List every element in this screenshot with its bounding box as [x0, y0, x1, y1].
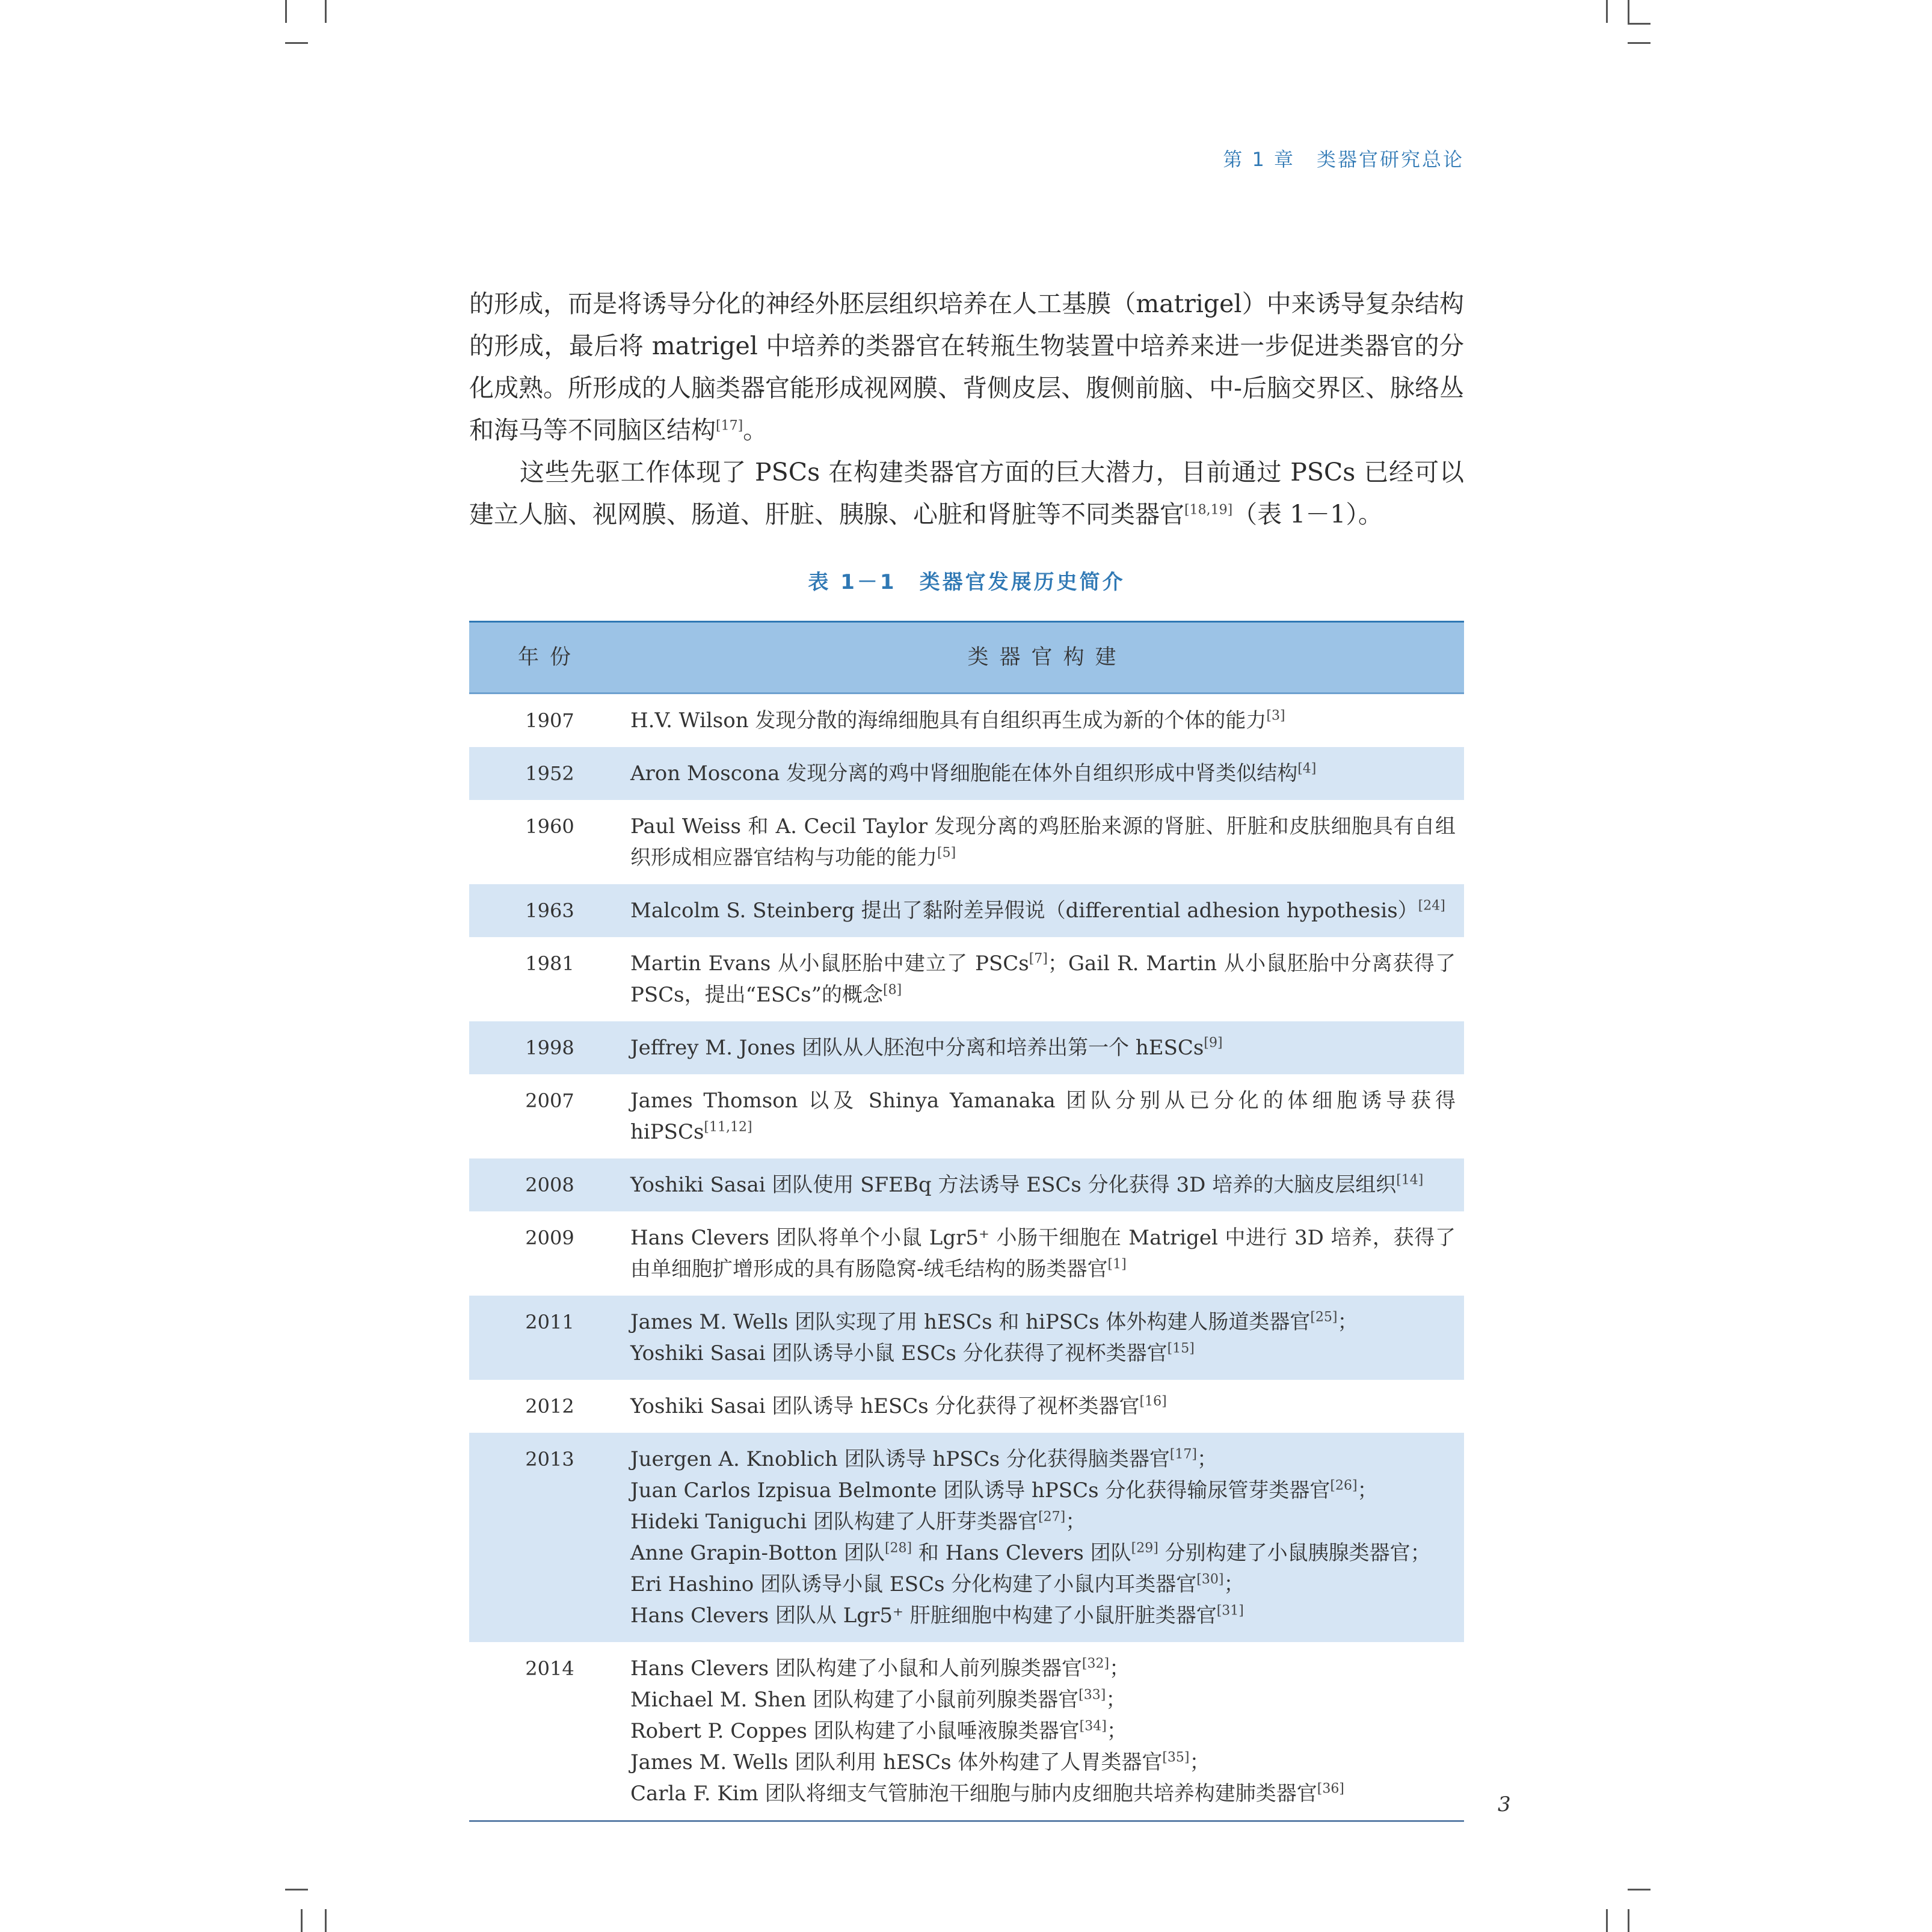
description-line [630, 1569, 1456, 1600]
description-line [630, 1338, 1456, 1369]
paragraph-1-tail: 。 [743, 416, 768, 445]
crop-mark-bottom-right-horizontal [1628, 1889, 1651, 1890]
description-line [630, 1747, 1456, 1778]
citation-ref: [3] [1266, 708, 1285, 724]
description-text: Paul Weiss 和 A. Cecil Taylor 发现分离的鸡胚胎来源的肾脏、肝脏和皮肤细胞具有自组织形成相应器官结构与功能的能力 [630, 814, 1456, 870]
description-line [630, 1778, 1456, 1809]
citation-ref: [27] [1038, 1509, 1066, 1525]
description-line [630, 1600, 1456, 1631]
description-text: Robert P. Coppes 团队构建了小鼠唾液腺类器官 [630, 1719, 1080, 1743]
table-row [469, 1158, 1464, 1211]
paragraph-2-tail: （表 1－1）。 [1232, 500, 1383, 529]
description-text: James M. Wells 团队实现了用 hESCs 和 hiPSCs 体外构建人肠道类器官 [630, 1310, 1311, 1334]
description-text: Malcolm S. Steinberg 提出了黏附差异假说（differential adhesion hypothesis） [630, 899, 1418, 923]
citation-ref: [17] [716, 418, 743, 434]
description-text: ； [1065, 1510, 1086, 1534]
citation-ref: [4] [1297, 761, 1317, 777]
table-row [469, 694, 1464, 748]
crop-mark-top-right-horizontal [1628, 42, 1651, 44]
table-cell-description [630, 694, 1464, 748]
description-line [630, 758, 1456, 789]
table-cell-year: 2009 [525, 1226, 574, 1249]
description-line [630, 1653, 1456, 1684]
citation-ref: [16] [1139, 1394, 1167, 1409]
description-line [630, 1715, 1456, 1747]
table-cell-year: 1960 [525, 815, 574, 838]
description-text: ； [1197, 1447, 1218, 1471]
description-line [630, 1537, 1456, 1569]
description-text: ； [1189, 1750, 1210, 1774]
citation-ref: [36] [1317, 1781, 1344, 1797]
table-row [469, 800, 1464, 884]
organoid-history-table [469, 621, 1464, 1822]
table-cell-year: 2012 [525, 1395, 574, 1418]
description-text: ；Gail R. Martin 从小鼠胚胎中分离获得了 PSCs，提出“ESCs”的概念 [630, 952, 1456, 1007]
description-line [630, 1391, 1456, 1422]
paragraph-2-text: 这些先驱工作体现了 PSCs 在构建类器官方面的巨大潜力，目前通过 PSCs 已经可以建立人脑、视网膜、肠道、肝脏、胰腺、心脏和肾脏等不同类器官 [469, 458, 1464, 529]
table-cell-year: 1963 [469, 884, 630, 937]
description-text: Carla F. Kim 团队将细支气管肺泡干细胞与肺内皮细胞共培养构建肺类器官 [630, 1782, 1317, 1806]
table-cell-description [630, 1021, 1464, 1074]
description-text: Hans Clevers 团队从 Lgr5⁺ 肝脏细胞中构建了小鼠肝脏类器官 [630, 1604, 1217, 1628]
table-cell-year: 2008 [469, 1158, 630, 1211]
column-header-construction: 类器官构建 [630, 622, 1464, 694]
description-text: James Thomson 以及 Shinya Yamanaka 团队分别从已分化的体细胞诱导获得 hiPSCs [630, 1089, 1456, 1144]
description-text: ； [1357, 1478, 1378, 1503]
table-cell-description [630, 1074, 1464, 1158]
description-line [630, 1222, 1456, 1285]
citation-ref: [11,12] [704, 1119, 752, 1135]
description-text: Michael M. Shen 团队构建了小鼠前列腺类器官 [630, 1688, 1079, 1712]
table-cell-description [630, 747, 1464, 800]
crop-mark-top-left-horizontal [285, 42, 308, 44]
citation-ref: [1] [1107, 1257, 1127, 1272]
table-cell-year: 1998 [469, 1021, 630, 1074]
table-row [469, 1380, 1464, 1433]
table-row [469, 937, 1464, 1021]
citation-ref: [29] [1131, 1540, 1158, 1556]
table-cell-year: 2014 [525, 1657, 574, 1680]
description-line [630, 1169, 1456, 1201]
description-line [630, 811, 1456, 873]
table-cell-description [630, 884, 1464, 937]
crop-mark-bottom-right-outer [1628, 1909, 1629, 1932]
table-cell-year: 2007 [525, 1089, 574, 1112]
description-text: 和 Hans Clevers 团队 [912, 1541, 1131, 1565]
crop-mark-bottom-left-outer [301, 1909, 303, 1932]
description-text: Yoshiki Sasai 团队诱导小鼠 ESCs 分化获得了视杯类器官 [630, 1341, 1168, 1365]
description-line [630, 1032, 1456, 1063]
table-cell-description [630, 1433, 1464, 1642]
body-text [469, 283, 1464, 535]
description-text: Juergen A. Knoblich 团队诱导 hPSCs 分化获得脑类器官 [630, 1447, 1170, 1471]
description-line [630, 1684, 1456, 1715]
description-line [630, 1306, 1456, 1338]
description-text: Yoshiki Sasai 团队诱导 hESCs 分化获得了视杯类器官 [630, 1394, 1140, 1418]
crop-mark-top-right-inner [1606, 0, 1608, 23]
description-text: ； [1223, 1572, 1244, 1596]
table-cell-year: 2013 [469, 1433, 630, 1642]
page-number: 3 [1498, 1792, 1511, 1817]
description-text: James M. Wells 团队利用 hESCs 体外构建了人胃类器官 [630, 1750, 1163, 1774]
description-text: ； [1106, 1688, 1127, 1712]
description-text: Hideki Taniguchi 团队构建了人肝芽类器官 [630, 1510, 1039, 1534]
description-text: Jeffrey M. Jones 团队从人胚泡中分离和培养出第一个 hESCs [630, 1036, 1204, 1060]
citation-ref: [7] [1029, 951, 1048, 967]
table-title: 表 1－1 类器官发展历史简介 [808, 570, 1125, 594]
table-header-row [469, 622, 1464, 694]
description-text: Hans Clevers 团队构建了小鼠和人前列腺类器官 [630, 1657, 1082, 1681]
citation-ref: [32] [1081, 1656, 1110, 1672]
description-text: Martin Evans 从小鼠胚胎中建立了 PSCs [630, 952, 1029, 976]
citation-ref: [8] [882, 982, 902, 998]
description-text: ； [1109, 1657, 1130, 1681]
table-body [469, 694, 1464, 1821]
crop-mark-bottom-right-inner [1606, 1909, 1608, 1932]
description-line [630, 1475, 1456, 1506]
table-row [469, 1021, 1464, 1074]
citation-ref: [24] [1418, 898, 1445, 914]
description-text: Eri Hashino 团队诱导小鼠 ESCs 分化构建了小鼠内耳类器官 [630, 1572, 1197, 1596]
description-text: Aron Moscona 发现分离的鸡中肾细胞能在体外自组织形成中肾类似结构 [630, 761, 1298, 786]
description-text: ； [1337, 1310, 1358, 1334]
citation-ref: [15] [1167, 1341, 1195, 1356]
citation-ref: [28] [884, 1540, 912, 1556]
citation-ref: [17] [1169, 1447, 1198, 1462]
chapter-number: 第 1 章 [1223, 148, 1295, 171]
table-cell-description [630, 800, 1464, 884]
crop-mark-bottom-left-inner [325, 1909, 327, 1932]
table-row [469, 1211, 1464, 1296]
table-cell-year: 2011 [469, 1296, 630, 1380]
description-text: Juan Carlos Izpisua Belmonte 团队诱导 hPSCs 分化获得输尿管芽类器官 [630, 1478, 1331, 1503]
paragraph-2 [469, 451, 1464, 535]
table-row [469, 1433, 1464, 1642]
paragraph-1 [469, 283, 1464, 451]
crop-mark-bottom-left-horizontal [285, 1889, 308, 1890]
citation-ref: [14] [1396, 1172, 1424, 1188]
citation-ref: [5] [937, 845, 956, 861]
description-text: Anne Grapin-Botton 团队 [630, 1541, 885, 1565]
description-text: 分别构建了小鼠胰腺类器官； [1158, 1541, 1431, 1565]
running-header [1203, 144, 1464, 172]
column-header-year: 年份 [469, 622, 630, 694]
table-row [469, 1296, 1464, 1380]
description-text: H.V. Wilson 发现分散的海绵细胞具有自组织再生成为新的个体的能力 [630, 709, 1267, 733]
description-line [630, 1506, 1456, 1537]
table-row [469, 884, 1464, 937]
citation-ref: [30] [1196, 1572, 1224, 1587]
paragraph-1-text: 的形成，而是将诱导分化的神经外胚层组织培养在人工基膜（matrigel）中来诱导复杂结构的形成，最后将 matrigel 中培养的类器官在转瓶生物装置中培养来进一步促进类器官的分化成熟。所形成的人脑类器官能形成视网膜、背侧皮层、腹侧前脑、中-后脑交界区、脉络丛和海马等不同脑区结构 [469, 289, 1464, 445]
citation-ref: [33] [1078, 1687, 1106, 1703]
citation-ref: [34] [1079, 1718, 1107, 1734]
description-line [630, 1085, 1456, 1148]
description-text: ； [1106, 1719, 1127, 1743]
table-cell-description [630, 937, 1464, 1021]
description-text: Yoshiki Sasai 团队使用 SFEBq 方法诱导 ESCs 分化获得 3D 培养的大脑皮层组织 [630, 1173, 1397, 1197]
citation-ref: [31] [1216, 1603, 1244, 1619]
citation-ref: [9] [1204, 1035, 1223, 1051]
citation-ref: [35] [1162, 1750, 1190, 1765]
description-line [630, 948, 1456, 1011]
description-line [630, 895, 1456, 926]
table-row [469, 747, 1464, 800]
crop-mark-top-left-outer [285, 0, 287, 23]
citation-ref: [18,19] [1184, 502, 1233, 518]
table-cell-description [630, 1158, 1464, 1211]
description-line [630, 705, 1456, 736]
table-cell-year: 1952 [469, 747, 630, 800]
table-cell-description [630, 1211, 1464, 1296]
table-row [469, 1074, 1464, 1158]
chapter-title: 类器官研究总论 [1316, 148, 1464, 171]
description-text: Hans Clevers 团队将单个小鼠 Lgr5⁺ 小肠干细胞在 Matrigel 中进行 3D 培养，获得了由单细胞扩增形成的具有肠隐窝-绒毛结构的肠类器官 [630, 1226, 1456, 1281]
table-cell-year: 1907 [525, 709, 574, 732]
crop-mark-top-right-outer [1628, 0, 1629, 23]
table-cell-description [630, 1296, 1464, 1380]
citation-ref: [26] [1330, 1478, 1358, 1494]
crop-mark-top-right-base [1628, 23, 1651, 25]
table-cell-year: 1981 [525, 952, 574, 975]
description-line [630, 1444, 1456, 1475]
crop-mark-top-left-inner [325, 0, 327, 23]
citation-ref: [25] [1310, 1309, 1338, 1325]
table-row [469, 1642, 1464, 1821]
table-cell-description [630, 1642, 1464, 1821]
table-cell-description [630, 1380, 1464, 1433]
